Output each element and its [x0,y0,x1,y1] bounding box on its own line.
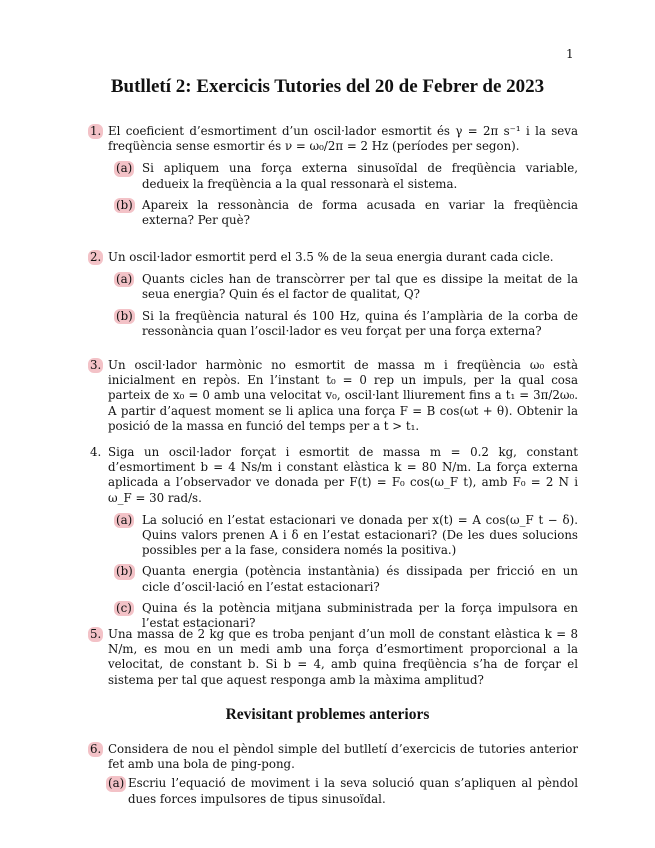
problem-number: 2. [90,250,102,264]
subproblem-1a [116,161,578,191]
problem-text: Un oscil·lador esmortit perd el 3.5 % de la seua energia durant cada cicle. [108,250,554,264]
subproblem-label: (a) [116,161,133,176]
problem-6 [90,742,578,807]
subproblem-label: (a) [116,272,133,287]
subproblem-text: Quina és la potència mitjana subministrada per la força impulsora en l’estat estacionari? [142,600,578,631]
problem-text: Una massa de 2 kg que es troba penjant d’un moll de constant elàstica k = 8 N/m, es mou en un medi amb una força d’esmortiment proporcional a la velocitat, de constant b. Si b = 4, amb quina freqüència s’ha de forçar el sistema per tal que aquest responga amb la màxima amplitud? [108,627,578,687]
subproblem-1b [116,198,578,228]
subproblem-label: (c) [116,600,132,615]
subproblem-label: (b) [116,197,133,212]
subproblem-text: Si apliquem una força externa sinusoïdal de freqüència variable, dedueix la freqüència a la qual ressonarà el sistema. [142,161,578,191]
problem-text: Considera de nou el pèndol simple del butlletí d’exercicis de tutories anterior fet amb una bola de ping-pong. [108,742,578,772]
subproblem-2a [116,272,578,302]
problem-text: Siga un oscil·lador forçat i esmortit de massa m = 0.2 kg, constant d’esmortiment b = 4 Ns/m i constant elàstica k = 80 N/m. La força externa aplicada a l’observador ve donada per F(t) = F₀ cos(ω_F t), amb F₀ = 2 N i ω_F = 30 rad/s. [108,445,578,505]
problem-number: 1. [90,124,102,138]
subproblem-6a [108,776,578,806]
problem-text: Un oscil·lador harmònic no esmortit de massa m i freqüència ω₀ està inicialment en repòs. En l’instant t₀ = 0 rep un impuls, per la qual cosa parteix de x₀ = 0 amb una velocitat v₀, oscil·lant lliurement fins a t₁ = 3π/2ω₀. A partir d’aquest moment se li aplica una força F = B cos(ωt + θ). Obtenir la posició de la massa en funció del temps per a t > t₁. [108,358,578,433]
problem-1 [90,124,578,228]
subproblem-text: Escriu l’equació de moviment i la seva solució quan s’apliquen al pèndol dues forces impulsores de tipus sinusoïdal. [128,776,578,806]
problem-number: 4. [90,445,102,459]
page-number: 1 [566,47,574,61]
subproblem-text: Si la freqüència natural és 100 Hz, quina és l’amplària de la corba de ressonància quan l’oscil·lador es veu forçat per una força externa? [142,308,578,338]
problem-number: 6. [90,742,102,756]
problem-2 [90,250,578,339]
subproblem-label: (b) [116,308,133,323]
section-title: Revisitant problemes anteriors [225,706,430,723]
subproblem-text: Quants cicles han de transcòrrer per tal que es dissipe la meitat de la seua energia? Quin és el factor de qualitat, Q? [142,272,578,302]
problem-text: El coeficient d’esmortiment d’un oscil·lador esmortit és γ = 2π s⁻¹ i la seva freqüència sense esmortir és ν = ω₀/2π = 2 Hz (períodes per segon). [108,124,578,154]
subproblem-2b [116,309,578,339]
subproblem-text: Quanta energia (potència instantània) és dissipada per fricció en un cicle d’oscil·lació en l’estat estacionari? [142,564,578,594]
problem-3 [90,358,578,434]
problem-number: 3. [90,358,102,372]
subproblem-4a [116,513,578,559]
subproblem-label: (a) [116,512,133,527]
subproblem-label: (a) [108,776,125,791]
page-title: Butlletí 2: Exercicis Tutories del 20 de Febrer de 2023 [110,76,545,97]
subproblem-text: La solució en l’estat estacionari ve donada per x(t) = A cos(ω_F t − δ). Quins valors prenen A i δ en l’estat estacionari? (De les dues solucions possibles per a la fase, considera només la positiva.) [142,512,578,558]
subproblem-label: (b) [116,564,133,579]
problem-4 [90,445,578,631]
subproblem-4b [116,564,578,594]
problem-5 [90,627,578,688]
problem-number: 5. [90,627,102,641]
subproblem-text: Apareix la ressonància de forma acusada en variar la freqüència externa? Per què? [142,197,578,228]
